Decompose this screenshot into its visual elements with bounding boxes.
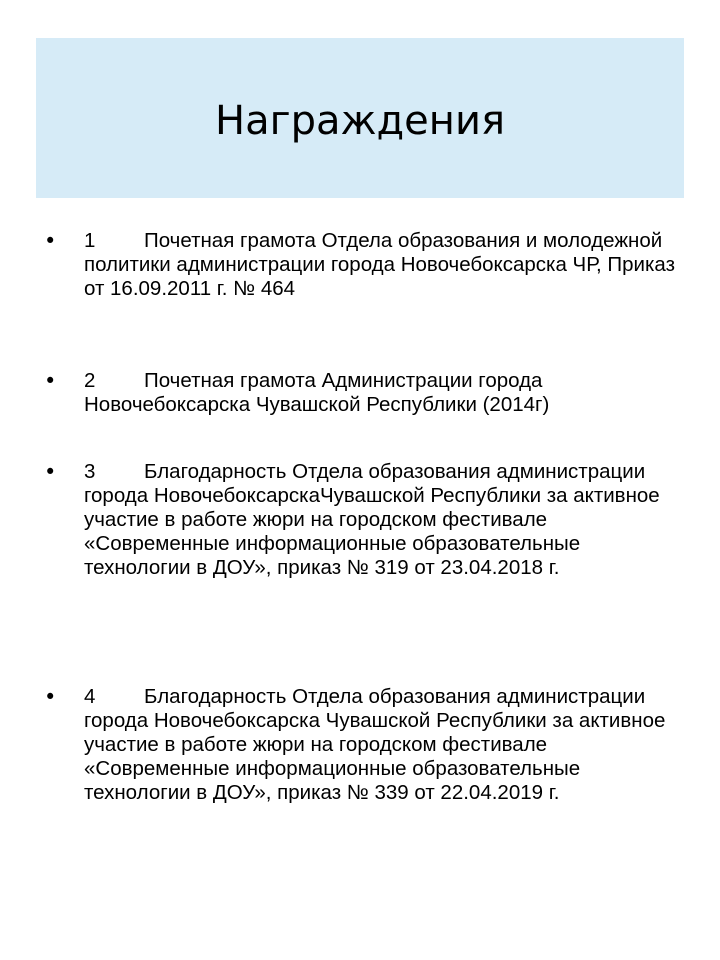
list-item-text <box>84 460 684 580</box>
list-item-text <box>84 369 684 417</box>
item-number: 4 <box>84 685 96 708</box>
item-number: 2 <box>84 369 96 392</box>
page-title: Награждения <box>214 98 506 144</box>
item-number: 3 <box>84 460 96 483</box>
item-description: Почетная грамота Администрации города Новочебоксарска Чувашской Республики (2014г) <box>84 369 550 416</box>
item-number: 1 <box>84 229 96 252</box>
bullet-icon: • <box>44 460 57 484</box>
item-description: Благодарность Отдела образования администрации города НовочебоксарскаЧувашской Республики за активное участие в работе жюри на городском фестивале «Современные информационные образовательные технологии в ДОУ», приказ № 319 от 23.04.2018 г. <box>84 460 660 579</box>
item-description: Благодарность Отдела образования администрации города Новочебоксарска Чувашской Республики за активное участие в работе жюри на городском фестивале «Современные информационные образовательные технологии в ДОУ», приказ № 339 от 22.04.2019 г. <box>84 685 666 804</box>
bullet-icon: • <box>44 369 57 393</box>
list-item-text <box>84 685 684 805</box>
item-description: Почетная грамота Отдела образования и молодежной политики администрации города Новочебоксарска ЧР, Приказ от 16.09.2011 г. № 464 <box>84 229 675 300</box>
list-item-text <box>84 229 684 301</box>
bullet-icon: • <box>44 685 57 709</box>
bullet-icon: • <box>44 229 57 253</box>
